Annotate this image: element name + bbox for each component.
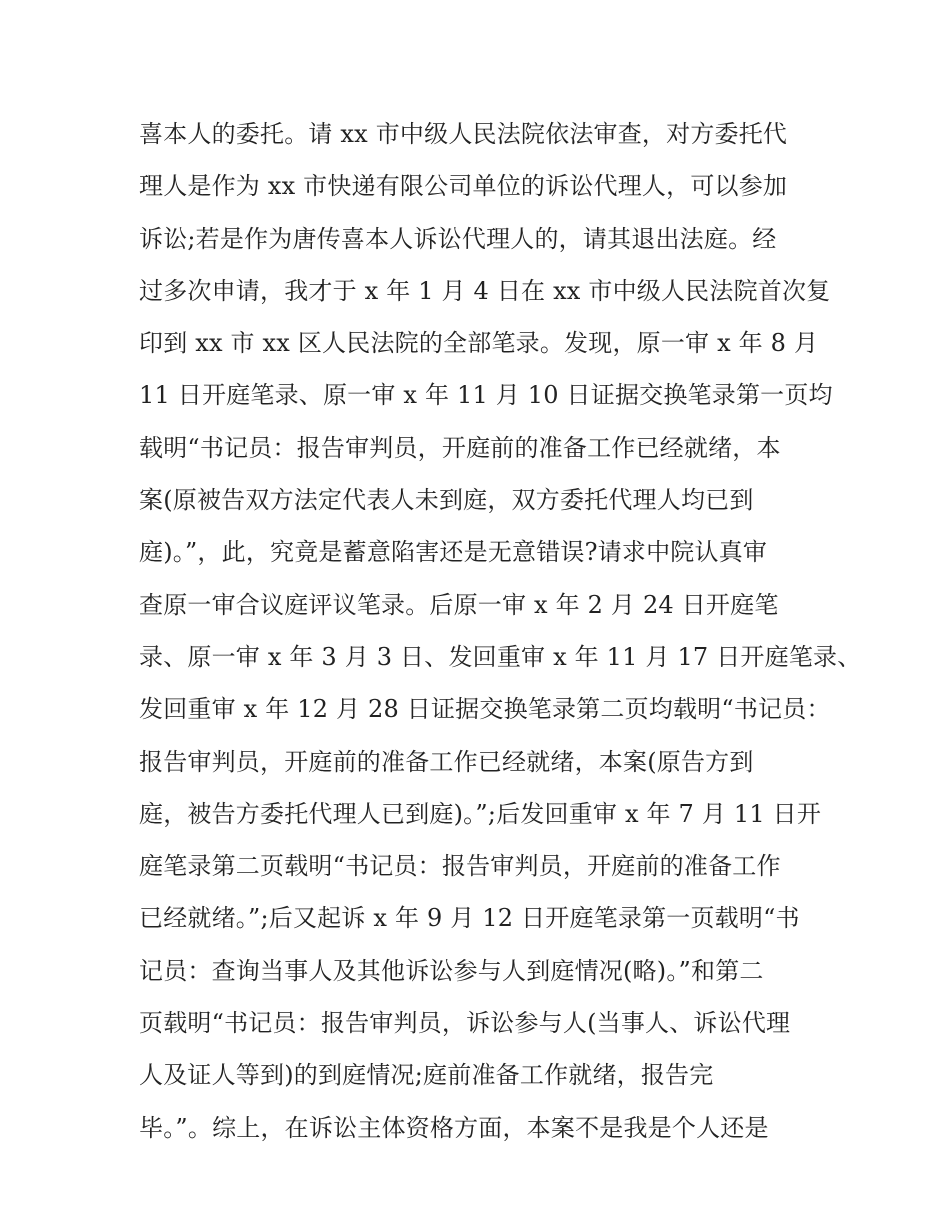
text-line: 查原一审合议庭评议笔录。后原一审 x 年 2 月 24 日开庭笔: [139, 590, 779, 619]
text-line: 印到 xx 市 xx 区人民法院的全部笔录。发现，原一审 x 年 8 月: [139, 329, 819, 358]
text-line: 过多次申请，我才于 x 年 1 月 4 日在 xx 市中级人民法院首次复: [139, 276, 831, 305]
text-line: 已经就绪。”;后又起诉 x 年 9 月 12 日开庭笔录第一页载明“书: [139, 904, 800, 933]
text-line: 诉讼;若是作为唐传喜本人诉讼代理人的，请其退出法庭。经: [139, 224, 777, 253]
text-line: 报告审判员，开庭前的准备工作已经就绪，本案(原告方到: [139, 747, 754, 776]
text-line: 理人是作为 xx 市快递有限公司单位的诉讼代理人，可以参加: [139, 172, 788, 201]
text-line: 页载明“书记员：报告审判员，诉讼参与人(当事人、诉讼代理: [139, 1009, 791, 1038]
text-line: 庭)。”，此，究竟是蓄意陷害还是无意错误?请求中院认真审: [139, 538, 768, 567]
text-line: 载明“书记员：报告审判员，开庭前的准备工作已经就绪，本: [139, 433, 781, 462]
text-line: 案(原被告双方法定代表人未到庭，双方委托代理人均已到: [139, 486, 754, 515]
text-line: 庭笔录第二页载明“书记员：报告审判员，开庭前的准备工作: [139, 852, 781, 881]
text-line: 喜本人的委托。请 xx 市中级人民法院依法审查，对方委托代: [139, 120, 788, 148]
document-body: [139, 108, 862, 1154]
text-line: 11 日开庭笔录、原一审 x 年 11 月 10 日证据交换笔录第一页均: [139, 381, 833, 410]
text-line: 发回重审 x 年 12 月 28 日证据交换笔录第二页均载明“书记员：: [139, 695, 831, 724]
text-line: 记员：查询当事人及其他诉讼参与人到庭情况(略)。”和第二: [139, 956, 764, 985]
text-line: 庭，被告方委托代理人已到庭)。”;后发回重审 x 年 7 月 11 日开: [139, 799, 822, 828]
text-line: 录、原一审 x 年 3 月 3 日、发回重审 x 年 11 月 17 日开庭笔录、: [139, 642, 862, 671]
text-line: 人及证人等到)的到庭情况;庭前准备工作就绪，报告完: [139, 1061, 714, 1090]
text-line: 毕。”。综上，在诉讼主体资格方面，本案不是我是个人还是: [139, 1113, 769, 1142]
